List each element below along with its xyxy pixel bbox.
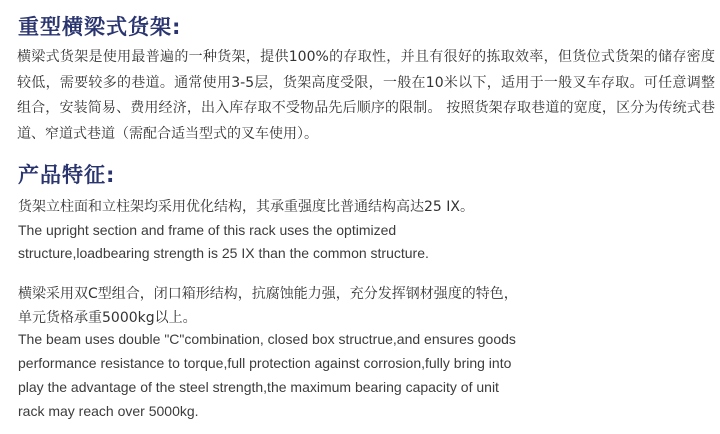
feature2-en-line1: The beam uses double "C"combination, closed box structrue,and ensures goods [18,331,516,347]
feature2-zh-line1: 横梁采用双C型组合，闭口箱形结构，抗腐蚀能力强，充分发挥钢材强度的特色， [18,286,518,302]
feature1-en-line1: The upright section and frame of this rack uses the optimized [18,222,397,238]
feature2-zh-line2: 单元货格承重5000kg以上。 [18,310,197,326]
intro-paragraph: 横梁式货架是使用最普遍的一种货架，提供100%的存取性，并且有很好的拣取效率，但货位式货架的储存密度较低，需要较多的巷道。通常使用3-5层，货架高度受限，一般在10米以下，适用于一般叉车存取。可任意调整组合，安装简易、费用经济，出入库存取不受物品先后顺序的限制。 按照货架存取巷道的宽度，区分为传统式巷道、窄道式巷道（需配合适当型式的叉车使用）。 [17,49,715,142]
feature1-en-line2: structure,loadbearing strength is 25 IX than the common structure. [18,245,429,261]
feature1-zh-text: 货架立柱面和立柱架均采用优化结构，其承重强度比普通结构高达25 IX。 [18,199,474,215]
section-title-features: 产品特征: [18,163,116,187]
feature2-en-line2: performance resistance to torque,full protection against corrosion,fully bring into [18,355,512,371]
feature2-en-line3: play the advantage of the steel strength,the maximum bearing capacity of unit [18,379,499,395]
section-title-rack: 重型横梁式货架: [18,15,182,39]
feature2-en-line4: rack may reach over 5000kg. [18,403,199,419]
